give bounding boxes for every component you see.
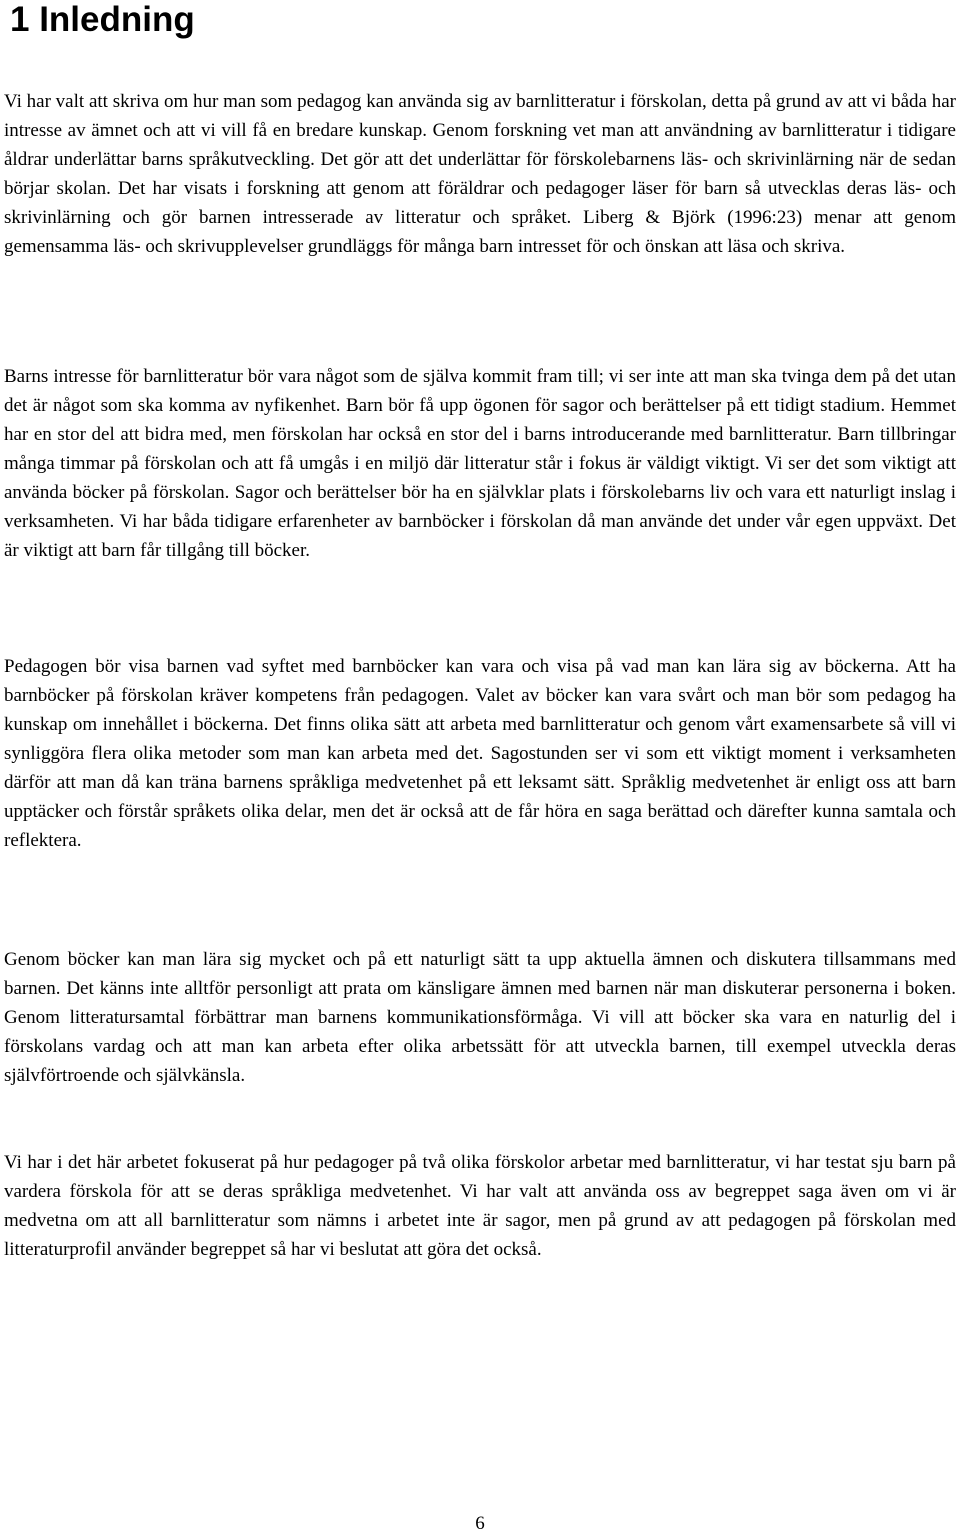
paragraph-2: Barns intresse för barnlitteratur bör vara något som de själva kommit fram till; vi ser inte att man ska tvinga dem på det utan det är något som ska komma av nyfikenhet. Barn bör få upp ögonen för sagor och berättelser på ett tidigt stadium. Hemmet har en stor del att bidra med, men förskolan har också en stor del i barns introducerande med barnlitteratur. Barn tillbringar många timmar på förskolan och att få umgås i en miljö där litteratur står i fokus är väldigt viktigt. Vi ser det som viktigt att använda böcker på förskolan. Sagor och berättelser bör ha en självklar plats i förskolebarns liv och vara ett naturligt inslag i verksamheten. Vi har båda tidigare erfarenheter av barnböcker i förskolan då man använde det under vår egen uppväxt. Det är viktigt att barn får tillgång till böcker. xyxy=(4,366,956,561)
paragraph-4: Genom böcker kan man lära sig mycket och på ett naturligt sätt ta upp aktuella ämnen och diskutera tillsammans med barnen. Det känns inte alltför personligt att prata om känsligare ämnen med barnen när man diskuterar personerna i boken. Genom litteratursamtal förbättrar man barnens kommunikationsförmåga. Vi vill att böcker ska vara en naturlig del i förskolans vardag och att man kan arbeta efter olika arbetssätt för att utveckla barnen, till exempel utveckla deras självförtroende och självkänsla. xyxy=(4,949,956,1086)
page-number: 6 xyxy=(475,1513,485,1534)
paragraph-1: Vi har valt att skriva om hur man som pedagog kan använda sig av barnlitteratur i förskolan, detta på grund av att vi båda har intresse av ämnet och att vi vill få en bredare kunskap. Genom forskning vet man att användning av barnlitteratur i tidigare åldrar underlättar barns språkutveckling. Det gör att det underlättar för förskolebarnens läs- och skrivinlärning när de sedan börjar skolan. Det har visats i forskning att genom att föräldrar och pedagoger läser för barn så utvecklas deras läs- och skrivinlärning och gör barnen intresserade av litteratur och språket. Liberg & Björk (1996:23) menar att genom gemensamma läs- och skrivupplevelser grundläggs för många barn intresset för och önskan att läsa och skriva. xyxy=(4,91,956,257)
paragraph-3: Pedagogen bör visa barnen vad syftet med barnböcker kan vara och visa på vad man kan lära sig av böckerna. Att ha barnböcker på förskolan kräver kompetens från pedagogen. Valet av böcker kan vara svårt och man bör som pedagog ha kunskap om innehållet i böckerna. Det finns olika sätt att arbeta med barnlitteratur och genom vårt examensarbete så vill vi synliggöra flera olika metoder som man kan arbeta med det. Sagostunden ser vi som ett viktigt moment i verksamheten därför att man då kan träna barnens språkliga medvetenhet på ett leksamt sätt. Språklig medvetenhet är enligt oss att barn upptäcker och förstår språkets olika delar, men det är också att de får höra en saga berättad och därefter kunna samtala och reflektera. xyxy=(4,656,956,851)
chapter-heading: 1 Inledning xyxy=(10,0,195,39)
paragraph-5: Vi har i det här arbetet fokuserat på hur pedagoger på två olika förskolor arbetar med barnlitteratur, vi har testat sju barn på vardera förskola för att se deras språkliga medvetenhet. Vi har valt att använda oss av begreppet saga även om vi är medvetna om att all barnlitteratur som nämns i arbetet inte är sagor, men på grund av att pedagogen på förskolan med litteraturprofil använder begreppet så har vi beslutat att göra det också. xyxy=(4,1152,956,1260)
